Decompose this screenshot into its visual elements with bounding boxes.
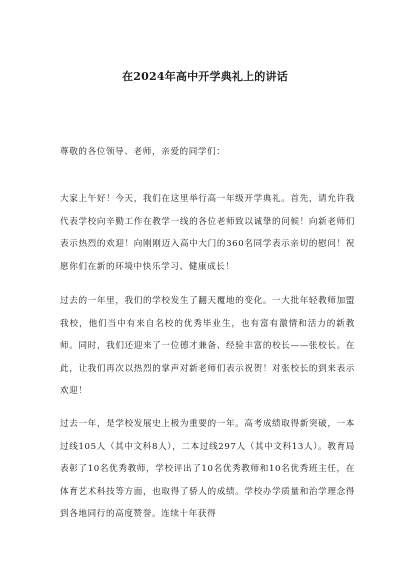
salutation-paragraph: 尊敬的各位领导、老师，亲爱的同学们：: [60, 147, 226, 157]
achievements-paragraph: 过去一年，是学校发展史上极为重要的一年。高考成绩取得新突破，一本过线105人（其中文科8人），二本过线297人（其中文科13人）。教育局表彰了10名优秀教师，学校评出了10名优秀教师和10名优秀班主任，在体育艺术科技等方面，也取得了骄人的成绩。学校办学质量和治学理念得到各地同行的高度赞誉。连续十年获得: [60, 419, 355, 519]
greeting-paragraph: 大家上午好！今天，我们在这里举行高一年级开学典礼。首先，请允许我代表学校向辛勤工作在教学一线的各位老师致以诚挚的问候！向新老师们表示热烈的欢迎！向刚刚迈入高中大门的360名同学表示亲切的慰问！祝愿你们在新的环境中快乐学习、健康成长！: [60, 194, 355, 272]
document-title: 在2024年高中开学典礼上的讲话: [122, 70, 288, 83]
past-year-paragraph: 过去的一年里，我们的学校发生了翻天覆地的变化。一大批年轻教师加盟我校，他们当中有来自名校的优秀毕业生，也有富有激情和活力的新教师。同时，我们还迎来了一位德才兼备、经验丰富的校长——张校长。在此，让我们再次以热烈的掌声对新老师们表示祝贺！对张校长的到来表示欢迎！: [60, 296, 355, 396]
